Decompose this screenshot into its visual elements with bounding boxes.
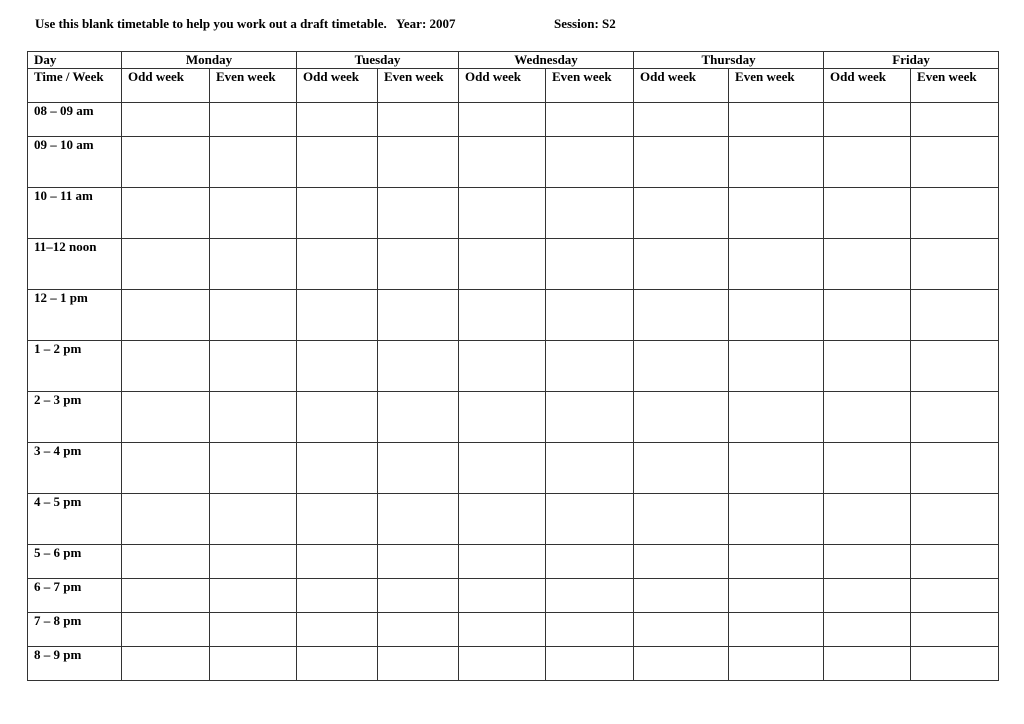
timetable-cell <box>378 239 459 290</box>
timetable-cell <box>210 188 297 239</box>
timetable-cell <box>459 341 546 392</box>
time-slot-row <box>28 392 999 443</box>
day-header-monday: Monday <box>122 52 297 69</box>
timetable-cell <box>634 239 729 290</box>
timetable-cell <box>911 647 999 681</box>
timetable-cell <box>729 647 824 681</box>
timetable-cell <box>122 494 210 545</box>
time-slot-label: 08 – 09 am <box>28 103 122 137</box>
timetable-cell <box>634 579 729 613</box>
timetable-cell <box>297 341 378 392</box>
timetable-cell <box>378 137 459 188</box>
timetable-cell <box>378 290 459 341</box>
timetable-cell <box>729 137 824 188</box>
timetable-cell <box>122 613 210 647</box>
timetable-cell <box>911 137 999 188</box>
timetable-cell <box>459 613 546 647</box>
timetable <box>27 51 999 681</box>
time-slot-label: 5 – 6 pm <box>28 545 122 579</box>
timetable-cell <box>378 392 459 443</box>
timetable-cell <box>546 579 634 613</box>
timetable-cell <box>210 443 297 494</box>
timetable-cell <box>634 188 729 239</box>
timetable-cell <box>546 494 634 545</box>
timetable-cell <box>459 239 546 290</box>
timetable-cell <box>378 188 459 239</box>
timetable-cell <box>210 494 297 545</box>
day-header-tuesday: Tuesday <box>297 52 459 69</box>
timetable-cell <box>546 545 634 579</box>
timetable-cell <box>729 579 824 613</box>
time-slot-row <box>28 579 999 613</box>
timetable-cell <box>459 443 546 494</box>
day-label: Day <box>28 52 122 69</box>
timetable-cell <box>911 443 999 494</box>
timetable-cell <box>297 188 378 239</box>
page-header <box>35 16 616 32</box>
timetable-cell <box>911 341 999 392</box>
timetable-cell <box>210 647 297 681</box>
odd-week-header: Odd week <box>459 69 546 103</box>
timetable-cell <box>729 613 824 647</box>
timetable-cell <box>824 443 911 494</box>
day-header-row <box>28 52 999 69</box>
time-slot-label: 6 – 7 pm <box>28 579 122 613</box>
timetable-cell <box>378 103 459 137</box>
timetable-cell <box>122 647 210 681</box>
timetable-cell <box>729 290 824 341</box>
timetable-cell <box>546 188 634 239</box>
timetable-cell <box>378 494 459 545</box>
instruction-text: Use this blank timetable to help you work out a draft timetable. <box>35 16 387 31</box>
timetable-cell <box>634 443 729 494</box>
timetable-cell <box>378 613 459 647</box>
timetable-cell <box>210 239 297 290</box>
timetable-cell <box>824 341 911 392</box>
week-header-row <box>28 69 999 103</box>
timetable-cell <box>210 103 297 137</box>
timetable-cell <box>824 290 911 341</box>
timetable-cell <box>210 545 297 579</box>
timetable-cell <box>729 443 824 494</box>
timetable-cell <box>911 103 999 137</box>
timetable-cell <box>459 494 546 545</box>
odd-week-header: Odd week <box>297 69 378 103</box>
time-slot-row <box>28 239 999 290</box>
time-slot-label: 12 – 1 pm <box>28 290 122 341</box>
timetable-cell <box>122 579 210 613</box>
timetable-cell <box>378 647 459 681</box>
time-slot-row <box>28 188 999 239</box>
timetable-cell <box>122 239 210 290</box>
timetable-cell <box>824 579 911 613</box>
timetable-cell <box>378 545 459 579</box>
timetable-cell <box>122 392 210 443</box>
timetable-cell <box>297 103 378 137</box>
timetable-cell <box>729 103 824 137</box>
even-week-header: Even week <box>546 69 634 103</box>
timetable-cell <box>546 137 634 188</box>
time-slot-row <box>28 137 999 188</box>
timetable-cell <box>824 239 911 290</box>
timetable-cell <box>911 579 999 613</box>
time-slot-row <box>28 290 999 341</box>
timetable-cell <box>297 392 378 443</box>
timetable-cell <box>911 613 999 647</box>
timetable-cell <box>210 392 297 443</box>
time-slot-row <box>28 103 999 137</box>
timetable-cell <box>297 613 378 647</box>
timetable-cell <box>297 647 378 681</box>
time-slot-label: 2 – 3 pm <box>28 392 122 443</box>
timetable-cell <box>378 579 459 613</box>
timetable-cell <box>911 290 999 341</box>
timetable-cell <box>122 290 210 341</box>
even-week-header: Even week <box>911 69 999 103</box>
timetable-cell <box>297 443 378 494</box>
timetable-cell <box>297 545 378 579</box>
timetable-cell <box>546 647 634 681</box>
timetable-cell <box>122 341 210 392</box>
timetable-cell <box>824 613 911 647</box>
year-label: Year: 2007 <box>395 16 456 31</box>
timetable-cell <box>729 188 824 239</box>
timetable-cell <box>634 341 729 392</box>
time-slot-row <box>28 647 999 681</box>
timetable-cell <box>210 341 297 392</box>
timetable-cell <box>546 290 634 341</box>
timetable-cell <box>122 137 210 188</box>
time-slot-label: 8 – 9 pm <box>28 647 122 681</box>
time-slot-row <box>28 545 999 579</box>
timetable-cell <box>459 545 546 579</box>
time-slot-label: 7 – 8 pm <box>28 613 122 647</box>
time-slot-row <box>28 341 999 392</box>
day-header-friday: Friday <box>824 52 999 69</box>
timetable-cell <box>459 647 546 681</box>
time-slot-row <box>28 443 999 494</box>
session-label: Session: S2 <box>554 16 616 31</box>
timetable-cell <box>297 137 378 188</box>
timetable-cell <box>459 137 546 188</box>
timetable-cell <box>634 613 729 647</box>
timetable-cell <box>122 545 210 579</box>
timetable-cell <box>297 290 378 341</box>
timetable-cell <box>459 290 546 341</box>
timetable-cell <box>122 188 210 239</box>
time-week-label: Time / Week <box>28 69 122 103</box>
timetable-cell <box>210 137 297 188</box>
timetable-cell <box>911 188 999 239</box>
timetable-cell <box>634 494 729 545</box>
day-header-thursday: Thursday <box>634 52 824 69</box>
timetable-cell <box>824 188 911 239</box>
timetable-cell <box>911 545 999 579</box>
time-slot-row <box>28 494 999 545</box>
timetable-cell <box>459 188 546 239</box>
timetable-cell <box>824 137 911 188</box>
timetable-cell <box>122 103 210 137</box>
timetable-cell <box>911 494 999 545</box>
day-header-wednesday: Wednesday <box>459 52 634 69</box>
timetable-cell <box>297 494 378 545</box>
odd-week-header: Odd week <box>634 69 729 103</box>
timetable-cell <box>210 613 297 647</box>
time-slot-label: 3 – 4 pm <box>28 443 122 494</box>
timetable-cell <box>546 443 634 494</box>
timetable-cell <box>546 392 634 443</box>
time-slot-label: 10 – 11 am <box>28 188 122 239</box>
timetable-cell <box>122 443 210 494</box>
time-slot-label: 11–12 noon <box>28 239 122 290</box>
timetable-cell <box>210 579 297 613</box>
timetable-cell <box>911 239 999 290</box>
timetable-cell <box>378 341 459 392</box>
timetable-cell <box>459 392 546 443</box>
timetable-cell <box>824 545 911 579</box>
timetable-cell <box>634 290 729 341</box>
time-slot-row <box>28 613 999 647</box>
timetable-cell <box>824 392 911 443</box>
timetable-cell <box>824 103 911 137</box>
timetable-cell <box>729 545 824 579</box>
time-slot-label: 1 – 2 pm <box>28 341 122 392</box>
timetable-cell <box>729 239 824 290</box>
timetable-cell <box>729 341 824 392</box>
timetable-cell <box>297 579 378 613</box>
odd-week-header: Odd week <box>824 69 911 103</box>
time-slot-label: 4 – 5 pm <box>28 494 122 545</box>
even-week-header: Even week <box>729 69 824 103</box>
timetable-cell <box>911 392 999 443</box>
even-week-header: Even week <box>210 69 297 103</box>
time-slot-label: 09 – 10 am <box>28 137 122 188</box>
timetable-cell <box>824 647 911 681</box>
timetable-cell <box>634 103 729 137</box>
timetable-cell <box>378 443 459 494</box>
timetable-cell <box>634 545 729 579</box>
even-week-header: Even week <box>378 69 459 103</box>
timetable-cell <box>634 647 729 681</box>
timetable-cell <box>729 392 824 443</box>
timetable-body <box>28 103 999 681</box>
timetable-cell <box>210 290 297 341</box>
timetable-cell <box>634 137 729 188</box>
timetable-cell <box>824 494 911 545</box>
timetable-cell <box>634 392 729 443</box>
timetable-cell <box>546 341 634 392</box>
timetable-cell <box>459 103 546 137</box>
odd-week-header: Odd week <box>122 69 210 103</box>
timetable-cell <box>459 579 546 613</box>
timetable-cell <box>729 494 824 545</box>
timetable-cell <box>297 239 378 290</box>
timetable-cell <box>546 613 634 647</box>
timetable-cell <box>546 103 634 137</box>
timetable-cell <box>546 239 634 290</box>
